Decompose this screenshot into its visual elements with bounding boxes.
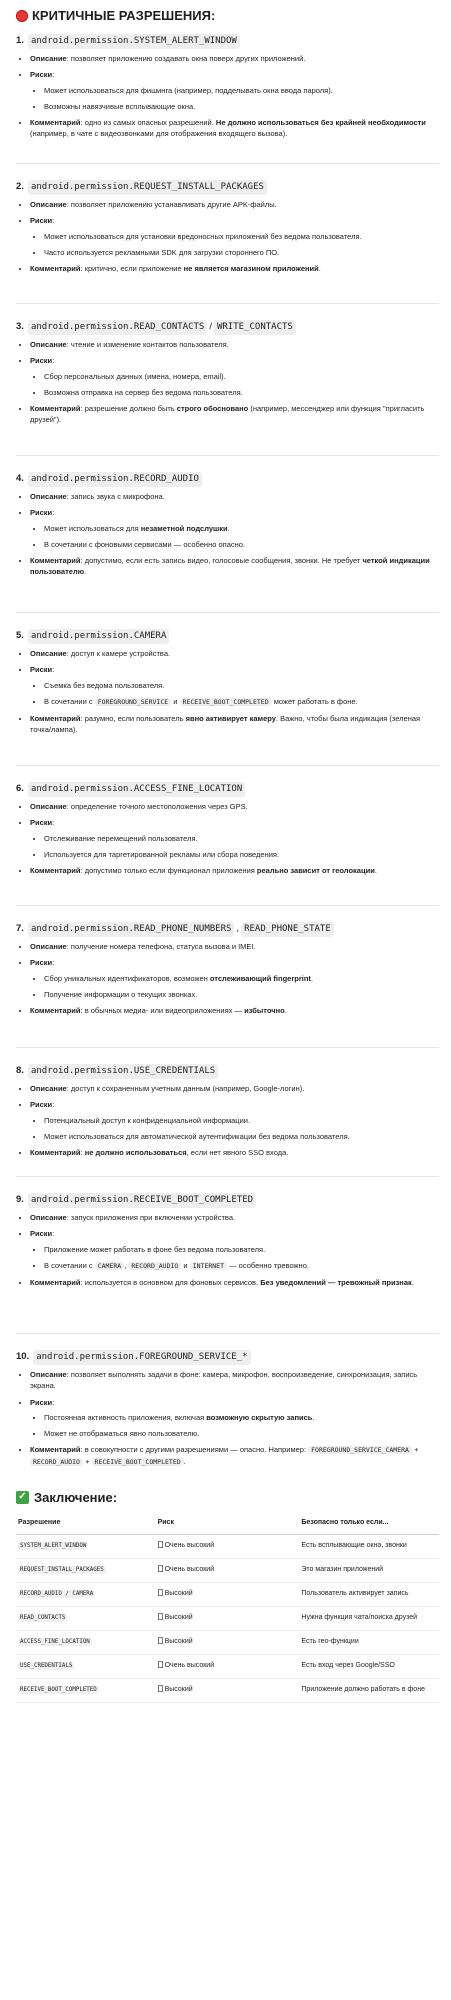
table-row: RECEIVE_BOOT_COMPLETED Высокий Приложение должно работать в фоне — [16, 1678, 439, 1702]
permission-heading: 8. android.permission.USE_CREDENTIALS — [16, 1064, 439, 1080]
comment-item: • Комментарий: разрешение должно быть строго обосновано (например, мессенджер или функция "пригласить друзей"). — [30, 403, 439, 426]
divider — [16, 455, 439, 456]
risks-item: • Риски: • Может использоваться для установки вредоносных приложений без ведома пользователя. • Часто используется рекламными SDK для загрузки стороннего ПО. — [30, 215, 439, 258]
description-item: • Описание: позволяет приложению устанавливать другие APK-файлы. — [30, 199, 439, 210]
risk-item: • В сочетании с фоновыми сервисами — особенно опасно. — [44, 539, 439, 550]
permission-heading: 4. android.permission.RECORD_AUDIO — [16, 472, 439, 488]
missing-glyph-icon — [158, 1661, 163, 1668]
table-header-row — [16, 1515, 439, 1534]
table-row: RECORD_AUDIO / CAMERA Высокий Пользователь активирует запись — [16, 1582, 439, 1606]
risks-item: • Риски: • Может использоваться для незаметной подслушки. • В сочетании с фоновыми сервисами — особенно опасно. — [30, 507, 439, 550]
comment-item: • Комментарий: допустимо только если функционал приложения реально зависит от геолокации. — [30, 865, 439, 876]
permission-name: android.permission.READ_PHONE_NUMBERS — [28, 922, 234, 938]
risks-item: • Риски: • Может использоваться для фишинга (например, подделывать окна ввода пароля). • Возможны навязчивые всплывающие окна. — [30, 69, 439, 112]
risk-item: • Возможны навязчивые всплывающие окна. — [44, 101, 439, 112]
permission-heading: 5. android.permission.CAMERA — [16, 629, 439, 645]
divider — [16, 1333, 439, 1334]
permission-name: android.permission.USE_CREDENTIALS — [28, 1064, 218, 1080]
permission-heading: 10. android.permission.FOREGROUND_SERVICE_* — [16, 1350, 439, 1366]
permission-name: android.permission.REQUEST_INSTALL_PACKAGES — [28, 180, 267, 196]
divider — [16, 303, 439, 304]
permission-section-2 — [16, 180, 439, 291]
check-mark-icon: ✓ — [16, 1491, 29, 1504]
page-title-text: КРИТИЧНЫЕ РАЗРЕШЕНИЯ: — [32, 8, 216, 23]
missing-glyph-icon — [158, 1613, 163, 1620]
permission-section-9 — [16, 1193, 439, 1321]
red-circle-icon — [16, 10, 28, 22]
description-item: • Описание: доступ к сохраненным учетным данным (например, Google-логин). — [30, 1083, 439, 1094]
permission-section-1 — [16, 34, 439, 151]
risk-item: • Может использоваться для фишинга (например, подделывать окна ввода пароля). — [44, 85, 439, 96]
comment-item: • Комментарий: используется в основном для фоновых сервисов. Без уведомлений — тревожный признак. — [30, 1277, 439, 1288]
divider — [16, 163, 439, 164]
permission-name-2: READ_PHONE_STATE — [241, 922, 334, 938]
comment-item: • Комментарий: не должно использоваться, если нет явного SSO входа. — [30, 1147, 439, 1158]
permission-heading: 2. android.permission.REQUEST_INSTALL_PACKAGES — [16, 180, 439, 196]
table-row: USE_CREDENTIALS Очень высокий Есть вход через Google/SSO — [16, 1654, 439, 1678]
permission-name: android.permission.FOREGROUND_SERVICE_* — [33, 1350, 250, 1366]
description-item: • Описание: запись звука с микрофона. — [30, 491, 439, 502]
column-header: Риск — [156, 1515, 300, 1534]
risks-item: • Риски: • Съемка без ведома пользователя. • В сочетании с FOREGROUND_SERVICE и RECEIVE_BOOT_COMPLETED может работать в фоне. — [30, 664, 439, 707]
permission-section-6 — [16, 782, 439, 893]
description-item: • Описание: чтение и изменение контактов пользователя. — [30, 339, 439, 350]
risk-item: • Сбор персональных данных (имена, номера, email). — [44, 371, 439, 382]
comment-item: • Комментарий: в обычных медиа- или видеоприложениях — избыточно. — [30, 1005, 439, 1016]
risks-item: • Риски: • Сбор персональных данных (имена, номера, email). • Возможна отправка на сервер без ведома пользователя. — [30, 355, 439, 398]
risk-item: • Съемка без ведома пользователя. — [44, 680, 439, 691]
divider — [16, 612, 439, 613]
table-row: REQUEST_INSTALL_PACKAGES Очень высокий Это магазин приложений — [16, 1558, 439, 1582]
permission-section-8 — [16, 1064, 439, 1164]
risk-item: • Потенциальный доступ к конфиденциальной информации. — [44, 1115, 439, 1126]
description-item: • Описание: запуск приложения при включении устройства. — [30, 1212, 439, 1223]
risk-item: • В сочетании с FOREGROUND_SERVICE и RECEIVE_BOOT_COMPLETED может работать в фоне. — [44, 696, 439, 708]
description-item: • Описание: позволяет приложению создавать окна поверх других приложений. — [30, 53, 439, 64]
permission-heading: 7. android.permission.READ_PHONE_NUMBERS , READ_PHONE_STATE — [16, 922, 439, 938]
risks-item: • Риски: • Постоянная активность приложения, включая возможную скрытую запись. • Может не отображаться явно пользователю. — [30, 1397, 439, 1440]
missing-glyph-icon — [158, 1637, 163, 1644]
risks-item: • Риски: • Отслеживание перемещений пользователя. • Используется для таргетированной рекламы или сбора поведения. — [30, 817, 439, 860]
divider — [16, 1176, 439, 1177]
risks-item: • Риски: • Сбор уникальных идентификаторов, возможен отслеживающий fingerprint. • Получение информации о текущих звонках. — [30, 957, 439, 1000]
risk-item: • Может использоваться для автоматической аутентификации без ведома пользователя. — [44, 1131, 439, 1142]
permission-heading: 9. android.permission.RECEIVE_BOOT_COMPLETED — [16, 1193, 439, 1209]
permission-heading: 3. android.permission.READ_CONTACTS / WRITE_CONTACTS — [16, 320, 439, 336]
comment-item: • Комментарий: в совокупности с другими разрешениями — опасно. Например: FOREGROUND_SERVICE_CAMERA + RECORD_AUDIO + RECEIVE_BOOT_COMPLETED . — [30, 1444, 439, 1468]
risk-item: • В сочетании с CAMERA , RECORD_AUDIO и INTERNET — особенно тревожно. — [44, 1260, 439, 1272]
missing-glyph-icon — [158, 1541, 163, 1548]
permission-name: android.permission.RECORD_AUDIO — [28, 472, 202, 488]
risk-item: • Постоянная активность приложения, включая возможную скрытую запись. — [44, 1412, 439, 1423]
permission-name-2: WRITE_CONTACTS — [214, 320, 296, 336]
column-header: Разрешение — [16, 1515, 156, 1534]
permission-section-4 — [16, 472, 439, 600]
risks-item: • Риски: • Приложение может работать в фоне без ведома пользователя. • В сочетании с CAMERA , RECORD_AUDIO и INTERNET — особенно тревожно. — [30, 1228, 439, 1271]
permission-name: android.permission.CAMERA — [28, 629, 169, 645]
permission-heading: 6. android.permission.ACCESS_FINE_LOCATION — [16, 782, 439, 798]
permission-section-10 — [16, 1350, 439, 1480]
permission-section-7 — [16, 922, 439, 1035]
risk-item: • Приложение может работать в фоне без ведома пользователя. — [44, 1244, 439, 1255]
missing-glyph-icon — [158, 1565, 163, 1572]
risk-item: • Используется для таргетированной рекламы или сбора поведения. — [44, 849, 439, 860]
risk-item: • Может не отображаться явно пользователю. — [44, 1428, 439, 1439]
table-row: ACCESS_FINE_LOCATION Высокий Есть гео-функции — [16, 1630, 439, 1654]
risk-item: • Может использоваться для незаметной подслушки. — [44, 523, 439, 534]
permission-section-5 — [16, 629, 439, 753]
comment-item: • Комментарий: одно из самых опасных разрешений. Не должно использоваться без крайней необходимости (например, в чате с видеозвонками для отображения входящего вызова). — [30, 117, 439, 140]
permission-name: android.permission.READ_CONTACTS — [28, 320, 207, 336]
page-title — [16, 6, 439, 26]
risk-item: • Может использоваться для установки вредоносных приложений без ведома пользователя. — [44, 231, 439, 242]
permission-name: android.permission.SYSTEM_ALERT_WINDOW — [28, 34, 240, 50]
conclusion-table — [16, 1515, 439, 1703]
table-row: READ_CONTACTS Высокий Нужна функция чата/поиска друзей — [16, 1606, 439, 1630]
risk-item: • Возможна отправка на сервер без ведома пользователя. — [44, 387, 439, 398]
divider — [16, 1047, 439, 1048]
comment-item: • Комментарий: разумно, если пользователь явно активирует камеру. Важно, чтобы была индикация (зеленая точка/лампа). — [30, 713, 439, 736]
risk-item: • Сбор уникальных идентификаторов, возможен отслеживающий fingerprint. — [44, 973, 439, 984]
permission-name: android.permission.RECEIVE_BOOT_COMPLETED — [28, 1193, 256, 1209]
comment-item: • Комментарий: допустимо, если есть запись видео, голосовые сообщения, звонки. Не требует четкой индикации пользователю. — [30, 555, 439, 578]
divider — [16, 765, 439, 766]
permission-section-3 — [16, 320, 439, 443]
comment-item: • Комментарий: критично, если приложение не является магазином приложений. — [30, 263, 439, 274]
table-row: SYSTEM_ALERT_WINDOW Очень высокий Есть всплывающие окна, звонки — [16, 1534, 439, 1558]
risks-item: • Риски: • Потенциальный доступ к конфиденциальной информации. • Может использоваться для автоматической аутентификации без ведома пользователя. — [30, 1099, 439, 1142]
risk-item: • Отслеживание перемещений пользователя. — [44, 833, 439, 844]
divider — [16, 905, 439, 906]
permission-heading: 1. android.permission.SYSTEM_ALERT_WINDOW — [16, 34, 439, 50]
risk-item: • Часто используется рекламными SDK для загрузки стороннего ПО. — [44, 247, 439, 258]
description-item: • Описание: определение точного местоположения через GPS. — [30, 801, 439, 812]
missing-glyph-icon — [158, 1685, 163, 1692]
description-item: • Описание: получение номера телефона, статуса вызова и IMEI. — [30, 941, 439, 952]
risk-item: • Получение информации о текущих звонках. — [44, 989, 439, 1000]
description-item: • Описание: доступ к камере устройства. — [30, 648, 439, 659]
description-item: • Описание: позволяет выполнять задачи в фоне: камера, микрофон, воспроизведение, синхронизация, запись экрана. — [30, 1369, 439, 1392]
permission-name: android.permission.ACCESS_FINE_LOCATION — [28, 782, 245, 798]
column-header: Безопасно только если... — [299, 1515, 439, 1534]
conclusion-title: ✓ Заключение: — [16, 1488, 439, 1508]
missing-glyph-icon — [158, 1589, 163, 1596]
